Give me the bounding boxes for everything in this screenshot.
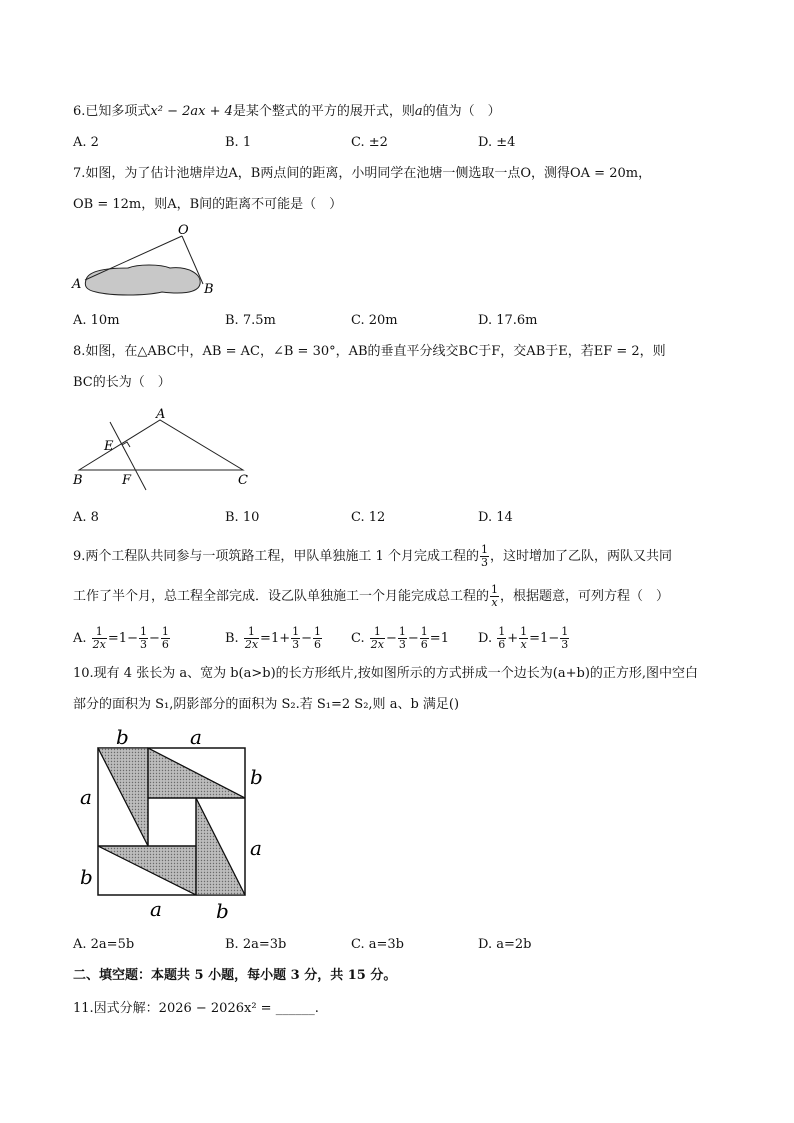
q8-option-d[interactable]: D. 14 <box>478 510 513 525</box>
frac-num: 1 <box>92 626 107 639</box>
minus-sign: − <box>548 631 560 646</box>
label-e: E <box>104 439 114 454</box>
q10-stem-line2: 部分的面积为 S₁,阴影部分的面积为 S₂.若 S₁=2 S₂,则 a、b 满足() <box>73 697 460 712</box>
frac-den: 3 <box>398 638 406 651</box>
frac <box>244 626 259 651</box>
num: 1 <box>440 631 449 646</box>
label-a-right: a <box>250 836 262 860</box>
plus-sign: + <box>507 631 519 646</box>
label-b-left: b <box>80 865 93 889</box>
q9-option-c[interactable] <box>351 626 449 651</box>
frac-den: 3 <box>561 638 569 651</box>
q10-option-c[interactable]: C. a=3b <box>351 937 404 952</box>
q8-option-c[interactable]: C. 12 <box>351 510 386 525</box>
label-b-right: b <box>250 765 263 789</box>
frac-num: 1 <box>520 625 528 638</box>
q8-stem-line2: BC的长为（ ） <box>73 375 171 390</box>
plus-sign: + <box>279 631 291 646</box>
pond-shape <box>85 265 200 295</box>
q6-expression: x² − 2ax + 4 <box>150 104 233 119</box>
eq-sign: = <box>529 631 541 646</box>
label-o: O <box>178 223 189 238</box>
label-a: A <box>156 407 166 422</box>
frac-num: 1 <box>292 625 300 638</box>
section-2-heading: 二、填空题：本题共 5 小题，每小题 3 分，共 15 分。 <box>73 968 397 983</box>
q8-stem-line1: 8.如图，在△ABC中，AB = AC，∠B = 30°，AB的垂直平分线交BC于F，交AB于E，若EF = 2，则 <box>73 344 666 359</box>
label-a-bottom: a <box>150 897 162 921</box>
q7-stem-line2: OB = 12m，则A，B间的距离不可能是（ ） <box>73 197 343 212</box>
frac-num: 1 <box>139 625 147 638</box>
frac <box>420 626 429 651</box>
q9-option-a[interactable] <box>73 626 171 651</box>
frac-num: 1 <box>498 625 506 638</box>
frac-den: 2x <box>92 638 106 651</box>
label-f: F <box>122 473 132 488</box>
q7-option-c[interactable]: C. 20m <box>351 313 398 328</box>
frac-den: 3 <box>480 556 488 569</box>
num: 1 <box>270 631 280 646</box>
frac-den: x <box>520 638 527 651</box>
frac-den: 6 <box>420 638 428 651</box>
q6-variable: a <box>414 104 423 119</box>
q8-option-a[interactable]: A. 8 <box>73 510 99 525</box>
q11-stem: 11.因式分解：2026 − 2026x² = ______. <box>73 1001 319 1016</box>
frac <box>497 626 506 651</box>
q9-stem-line1 <box>73 544 672 569</box>
q7-pond-figure <box>70 222 220 298</box>
frac-den: 2x <box>370 638 384 651</box>
q6-prefix: 6.已知多项式 <box>73 104 151 119</box>
label-b: B <box>204 282 214 297</box>
q9-line2-text-b: ，根据题意，可列方程（ ） <box>500 589 670 604</box>
q10-stem-line1: 10.现有 4 张长为 a、宽为 b(a>b)的长方形纸片,按如图所示的方式拼成一个边长为(a+b)的正方形,图中空白 <box>73 666 699 681</box>
frac-den: 6 <box>161 638 169 651</box>
option-letter: C. <box>351 631 365 646</box>
q6-middle: 是某个整式的平方的展开式，则 <box>232 104 415 119</box>
label-a-left: a <box>80 785 92 809</box>
option-letter: D. <box>478 631 493 646</box>
frac-den: 2x <box>244 638 259 651</box>
frac <box>370 626 385 651</box>
minus-sign: − <box>385 631 397 646</box>
frac-num: 1 <box>480 543 488 556</box>
frac-num: 1 <box>370 626 385 639</box>
q9-option-d[interactable] <box>478 626 570 651</box>
frac <box>519 626 528 651</box>
label-a-top: a <box>190 725 202 749</box>
label-b-bottom: b <box>216 899 229 923</box>
fraction-one-third <box>480 544 489 569</box>
frac-den: x <box>491 596 498 609</box>
q6-option-d[interactable]: D. ±4 <box>478 135 516 150</box>
q10-option-b[interactable]: B. 2a=3b <box>225 937 287 952</box>
label-c: C <box>238 473 248 488</box>
frac-num: 1 <box>491 583 499 596</box>
eq-sign: = <box>260 631 271 646</box>
q10-option-a[interactable]: A. 2a=5b <box>73 937 135 952</box>
q7-stem-line1: 7.如图，为了估计池塘岸边A，B两点间的距离，小明同学在池塘一侧选取一点O，测得OA = 20m， <box>73 166 652 181</box>
minus-sign: − <box>407 631 419 646</box>
frac-num: 1 <box>398 625 406 638</box>
minus-sign: − <box>127 631 138 646</box>
eq-sign: = <box>429 631 441 646</box>
q9-line1-text-b: ，这时增加了乙队，两队又共同 <box>489 549 672 564</box>
frac <box>313 626 322 651</box>
frac-num: 1 <box>314 625 322 638</box>
num: 1 <box>118 631 128 646</box>
q7-option-d[interactable]: D. 17.6m <box>478 313 538 328</box>
q8-triangle-figure <box>70 404 260 496</box>
frac <box>291 626 300 651</box>
q6-suffix: 的值为（ ） <box>422 104 501 119</box>
eq-sign: = <box>107 631 119 646</box>
frac <box>161 626 170 651</box>
frac <box>398 626 407 651</box>
frac-den: 6 <box>314 638 322 651</box>
q7-option-a[interactable]: A. 10m <box>73 313 120 328</box>
option-letter: A. <box>73 631 87 646</box>
label-b-top: b <box>116 725 129 749</box>
q9-option-b[interactable] <box>225 626 323 651</box>
option-letter: B. <box>225 631 239 646</box>
q7-option-b[interactable]: B. 7.5m <box>225 313 276 328</box>
frac <box>560 626 569 651</box>
frac-num: 1 <box>161 625 169 638</box>
label-b: B <box>73 473 83 488</box>
frac-den: 6 <box>498 638 506 651</box>
label-a: A <box>72 277 82 292</box>
q9-line2-text-a: 工作了半个月，总工程全部完成．设乙队单独施工一个月能完成总工程的 <box>73 589 490 604</box>
frac-den: 3 <box>292 638 300 651</box>
q10-square-figure <box>74 724 274 924</box>
q8-option-b[interactable]: B. 10 <box>225 510 260 525</box>
frac <box>92 626 107 651</box>
q10-option-d[interactable]: D. a=2b <box>478 937 532 952</box>
frac-num: 1 <box>420 625 428 638</box>
num: 1 <box>540 631 549 646</box>
minus-sign: − <box>301 631 313 646</box>
frac-num: 1 <box>244 626 259 639</box>
frac-num: 1 <box>561 625 569 638</box>
q6-stem <box>73 102 501 122</box>
q6-option-b[interactable]: B. 1 <box>225 135 252 150</box>
minus-sign: − <box>148 631 160 646</box>
q9-stem-line2 <box>73 584 669 609</box>
q9-line1-text-a: 9.两个工程队共同参与一项筑路工程，甲队单独施工 1 个月完成工程的 <box>73 549 479 564</box>
frac-den: 3 <box>139 638 147 651</box>
fraction-one-over-x <box>490 584 499 609</box>
q6-option-c[interactable]: C. ±2 <box>351 135 388 150</box>
frac <box>139 626 148 651</box>
q6-option-a[interactable]: A. 2 <box>73 135 99 150</box>
